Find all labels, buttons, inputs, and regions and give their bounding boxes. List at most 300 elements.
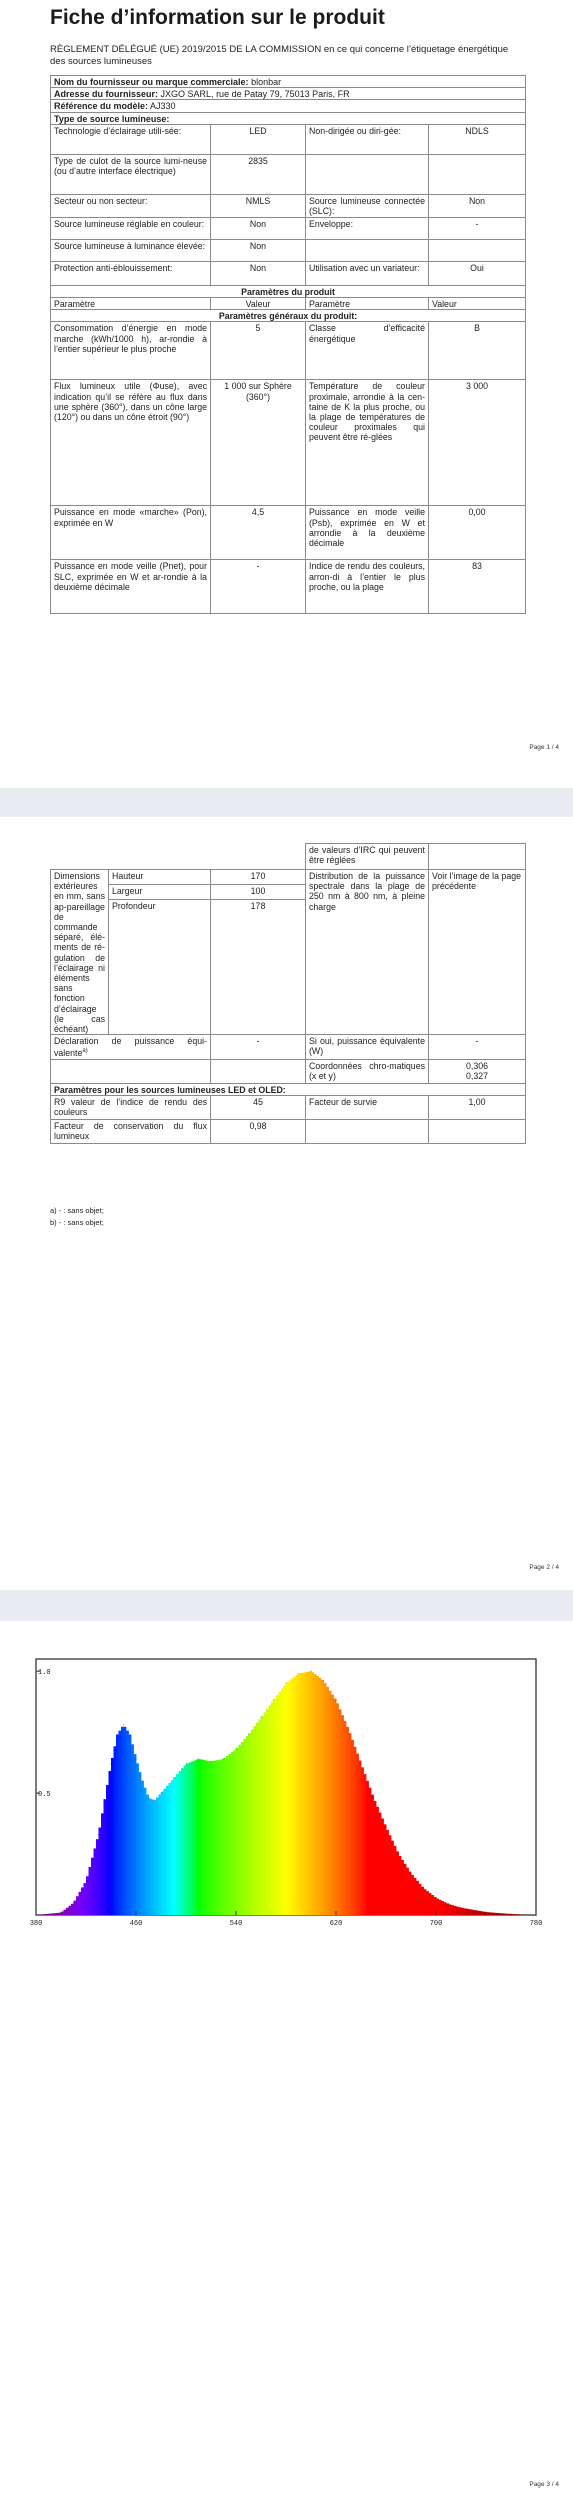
spectrum-band (449, 1904, 452, 1915)
spd-point (154, 1800, 156, 1802)
cell-value: 5 (211, 322, 306, 380)
document-title: Fiche d’information sur le produit (50, 6, 385, 29)
spd-point (373, 1797, 375, 1799)
spectrum-band (356, 1754, 359, 1915)
spd-point (260, 1717, 262, 1719)
spectrum-band (256, 1723, 259, 1915)
spd-point (448, 1903, 450, 1905)
cell-empty (306, 1119, 429, 1143)
dimensions-label: Dimensions extérieures en mm, sans ap-pareillage de commande séparé, élé-ments de ré-gulation de l’éclairage ni éléments sans fonction d’éclairage (le cas échéant) (51, 870, 109, 1035)
spectrum-band (156, 1797, 159, 1915)
cell-label: Source lumineuse à luminance élevée: (51, 239, 211, 261)
spectrum-band (496, 1913, 499, 1915)
cell-empty (51, 1059, 211, 1083)
spectrum-band (341, 1715, 344, 1915)
col-header-param: Paramètre (51, 298, 211, 310)
spd-point (348, 1729, 350, 1731)
spectrum-band (299, 1673, 302, 1915)
spectrum-band (126, 1731, 129, 1915)
x-tick-label: 620 (329, 1920, 343, 1928)
spectrum-band (471, 1910, 474, 1915)
cell-value: NMLS (211, 194, 306, 217)
spd-point (141, 1780, 143, 1782)
spd-point (435, 1897, 437, 1899)
cell-empty (306, 239, 429, 261)
spd-point (123, 1724, 125, 1726)
spectrum-band (516, 1914, 519, 1915)
page-2 (0, 817, 573, 1590)
depth-value: 178 (211, 900, 306, 1035)
spectrum-band (171, 1780, 174, 1915)
spd-point (98, 1834, 100, 1836)
x-tick-label: 380 (29, 1920, 43, 1928)
spectrum-band (301, 1673, 304, 1915)
spd-point (485, 1911, 487, 1913)
cell-label: Facteur de survie (306, 1095, 429, 1119)
footnote-b: b) - : sans objet; (50, 1218, 104, 1227)
spectrum-band (359, 1760, 362, 1915)
product-sheet-table-continued (50, 843, 526, 1144)
spd-point (235, 1748, 237, 1750)
spd-point (510, 1913, 512, 1915)
spectrum-band (306, 1672, 309, 1915)
spd-point (160, 1792, 162, 1794)
table-header-row (51, 298, 526, 310)
x-tick-label: 460 (129, 1920, 143, 1928)
cell-label: de valeurs d’IRC qui peuvent être réglées (306, 844, 429, 870)
spd-point (298, 1673, 300, 1675)
cell-label: Classe d’efficacité énergétique (306, 322, 429, 380)
spectrum-band (76, 1896, 79, 1915)
cell-label: Protection anti-éblouissement: (51, 261, 211, 285)
spectrum-band (121, 1727, 124, 1915)
spd-point (385, 1826, 387, 1828)
cell-label: Source lumineuse réglable en couleur: (51, 217, 211, 239)
spectrum-band (291, 1679, 294, 1916)
spectrum-band (224, 1758, 227, 1915)
spectrum-band (111, 1758, 114, 1915)
height-value: 170 (211, 870, 306, 885)
spectrum-band (166, 1786, 169, 1915)
spectrum-band (499, 1913, 502, 1915)
spectrum-band (261, 1716, 264, 1915)
spd-point (173, 1778, 175, 1780)
spectrum-band (96, 1839, 99, 1915)
general-params-title: Paramètres généraux du produit: (51, 310, 526, 322)
spectrum-band (461, 1908, 464, 1915)
spd-point (110, 1763, 112, 1765)
spectrum-band (456, 1907, 459, 1915)
spectrum-band (506, 1914, 509, 1915)
spectrum-band (274, 1699, 277, 1915)
spectrum-band (319, 1678, 322, 1915)
spectrum-band (229, 1754, 232, 1915)
spectrum-band (281, 1689, 284, 1916)
spectrum-band (379, 1813, 382, 1915)
col-header-value: Valeur (429, 298, 526, 310)
spectrum-band (466, 1909, 469, 1915)
spectrum-band (196, 1759, 199, 1915)
spectrum-band (254, 1726, 257, 1915)
spectrum-band (429, 1893, 432, 1915)
spectrum-band (169, 1783, 172, 1915)
spectrum-band (54, 1913, 57, 1915)
cell-label: Secteur ou non secteur: (51, 194, 211, 217)
spectrum-band (421, 1887, 424, 1915)
y-tick-label: 1.0 (38, 1669, 51, 1678)
regulation-text: RÈGLEMENT DÉLÉGUÉ (UE) 2019/2015 DE LA COMMISSION en ce qui concerne l’étiquetage énergétique des sources lumineuses (50, 44, 509, 67)
spd-point (198, 1758, 200, 1760)
spd-point (185, 1763, 187, 1765)
spectrum-band (324, 1683, 327, 1915)
spectrum-band (159, 1795, 162, 1915)
cell-value: 0,98 (211, 1119, 306, 1143)
spectrum-band (84, 1883, 87, 1915)
spectrum-band (179, 1771, 182, 1915)
spectrum-band (431, 1895, 434, 1915)
spectrum-band (409, 1872, 412, 1915)
spectrum-band (489, 1912, 492, 1915)
footnote-a: a) - : sans objet; (50, 1206, 104, 1215)
spectrum-band (249, 1733, 252, 1915)
cell-value: - (429, 217, 526, 239)
x-tick-label: 540 (229, 1920, 243, 1928)
spectrum-band (81, 1887, 84, 1915)
spectrum-band (211, 1761, 214, 1915)
spectrum-band (236, 1748, 239, 1915)
spectrum-band (86, 1876, 89, 1915)
spectrum-band (219, 1760, 222, 1915)
spectrum-band (334, 1699, 337, 1916)
depth-label: Profondeur (109, 900, 211, 1035)
spectrum-band (311, 1672, 314, 1915)
spectrum-band (239, 1745, 242, 1915)
spd-point (210, 1761, 212, 1763)
spectrum-band (241, 1742, 244, 1915)
cell-value: 0,00 (429, 506, 526, 560)
spectrum-band (99, 1827, 102, 1915)
spectrum-band (454, 1906, 457, 1915)
supplier-name-row: Nom du fournisseur ou marque commerciale: blonbar (51, 76, 526, 88)
spectrum-band (51, 1913, 54, 1915)
spectrum-band (149, 1798, 152, 1915)
spectrum-band (144, 1788, 147, 1915)
spectrum-band (321, 1680, 324, 1915)
spectrum-band (206, 1761, 209, 1915)
spectrum-band (269, 1706, 272, 1915)
spectrum-band (116, 1735, 119, 1915)
spd-point (323, 1680, 325, 1682)
spectrum-band (154, 1800, 157, 1915)
cell-value: Non (211, 261, 306, 285)
spectrum-band (189, 1762, 192, 1915)
cell-label: Puissance en mode veille (Pnet), pour SLC, exprimée en W et ar-rondie à la deuxième décimale (51, 560, 211, 614)
spectrum-band (479, 1911, 482, 1915)
spectrum-band (514, 1914, 517, 1915)
spectrum-band (266, 1709, 269, 1915)
spectrum-band (426, 1891, 429, 1915)
spd-point (285, 1683, 287, 1685)
cell-value: LED (211, 124, 306, 154)
spectrum-band (391, 1841, 394, 1915)
spectrum-band (309, 1671, 312, 1915)
spectrum-band (104, 1799, 107, 1915)
cell-value: - (211, 560, 306, 614)
cell-value: Non (429, 194, 526, 217)
spectrum-band (106, 1785, 109, 1915)
spectrum-band (79, 1892, 82, 1915)
spectrum-band (101, 1813, 104, 1915)
spectrum-band (344, 1721, 347, 1915)
spectrum-band (366, 1781, 369, 1915)
source-type-title: Type de source lumineuse: (51, 112, 526, 124)
spd-point (248, 1734, 250, 1736)
cell-value: - (211, 1035, 306, 1059)
spectrum-band (199, 1759, 202, 1915)
spectrum-band (389, 1835, 392, 1915)
model-row: Référence du modèle: AJ330 (51, 100, 526, 112)
spectrum-band (44, 1914, 47, 1915)
spectrum-band (89, 1867, 92, 1915)
spectrum-band (231, 1752, 234, 1915)
spectrum-band (109, 1771, 112, 1915)
spectrum-band (131, 1744, 134, 1915)
spectrum-band (124, 1727, 127, 1915)
spectrum-band (339, 1709, 342, 1915)
spectrum-band (346, 1727, 349, 1915)
spectrum-band (214, 1761, 217, 1915)
cell-label: Indice de rendu des couleurs, arron-di à l’entier le plus proche, ou la plage (306, 560, 429, 614)
spectrum-band (286, 1682, 289, 1915)
spectrum-band (244, 1739, 247, 1915)
product-sheet-table (50, 75, 526, 614)
spectrum-band (476, 1911, 479, 1915)
col-header-param: Paramètre (306, 298, 429, 310)
spectrum-band (501, 1913, 504, 1915)
spectrum-band (176, 1774, 179, 1915)
spectrum-band (201, 1760, 204, 1915)
spectrum-band (374, 1801, 377, 1915)
spectrum-band (174, 1777, 177, 1915)
spectrum-band (364, 1774, 367, 1915)
spectrum-band (441, 1901, 444, 1915)
page-number: Page 2 / 4 (529, 1564, 559, 1571)
spectrum-band (376, 1807, 379, 1915)
spectrum-band (66, 1908, 69, 1915)
spectrum-band (296, 1675, 299, 1915)
spectrum-band (91, 1858, 94, 1915)
spectrum-band (521, 1914, 524, 1915)
cell-empty (306, 154, 429, 194)
spectrum-band (271, 1702, 274, 1915)
cell-label: Puissance en mode veille (Psb), exprimée en W et arrondie à la deuxième décimale (306, 506, 429, 560)
cell-empty (429, 239, 526, 261)
cell-value: - (429, 1035, 526, 1059)
cell-value: 4,5 (211, 506, 306, 560)
cell-empty (429, 844, 526, 870)
cell-empty (429, 154, 526, 194)
cell-label: Source lumineuse connectée (SLC): (306, 194, 429, 217)
cell-empty (429, 1119, 526, 1143)
spectrum-band (351, 1740, 354, 1915)
spectrum-band (349, 1733, 352, 1915)
cell-label: Technologie d’éclairage utili-sée: (51, 124, 211, 154)
spectrum-band (191, 1761, 194, 1915)
cell-label: Enveloppe: (306, 217, 429, 239)
page-number: Page 3 / 4 (529, 2481, 559, 2488)
spd-point (73, 1902, 75, 1904)
spectrum-band (419, 1884, 422, 1915)
chroma-label: Coordonnées chro-matiques (x et y) (306, 1059, 429, 1083)
spd-label: Distribution de la puissance spectrale dans la plage de 250 nm à 800 nm, à pleine charge (306, 870, 429, 1035)
spectrum-band (276, 1695, 279, 1915)
cell-label: Si oui, puissance équivalente (W) (306, 1035, 429, 1059)
spectrum-band (41, 1914, 44, 1915)
cell-label: Facteur de conservation du flux lumineux (51, 1119, 211, 1143)
spectrum-band (394, 1846, 397, 1915)
spectrum-band (399, 1856, 402, 1915)
spectrum-band (354, 1747, 357, 1915)
cell-value: Oui (429, 261, 526, 285)
spectrum-band (221, 1759, 224, 1915)
spectral-distribution-chart (28, 1651, 548, 1934)
spd-value: Voir l’image de la page précédente (429, 870, 526, 1035)
equivalent-power-label: Déclaration de puissance équi-valente$^{a)}$ (51, 1035, 211, 1059)
spectrum-band (369, 1788, 372, 1915)
spectrum-band (491, 1913, 494, 1915)
spd-point (148, 1797, 150, 1799)
spectrum-band (464, 1908, 467, 1915)
spectrum-band (184, 1765, 187, 1915)
spectrum-band (186, 1763, 189, 1915)
spectrum-band (46, 1914, 49, 1915)
product-params-title: Paramètres du produit (51, 285, 526, 297)
cell-label: Consommation d’énergie en mode marche (kWh/1000 h), ar-rondie à l’entier supérieur le plus proche (51, 322, 211, 380)
spectrum-band (396, 1851, 399, 1915)
spectrum-band (444, 1902, 447, 1915)
spd-point (398, 1853, 400, 1855)
spectrum-band (251, 1729, 254, 1915)
spectrum-band (161, 1792, 164, 1915)
spectrum-band (494, 1913, 497, 1915)
page-1 (0, 0, 573, 788)
spd-point (310, 1670, 312, 1672)
spectrum-band (114, 1746, 117, 1915)
cell-value: 1,00 (429, 1095, 526, 1119)
cell-value: B (429, 322, 526, 380)
spd-point (460, 1907, 462, 1909)
spectrum-band (336, 1703, 339, 1915)
spd-point (223, 1758, 225, 1760)
spectrum-band (384, 1824, 387, 1915)
spectrum-band (284, 1685, 287, 1915)
chroma-values: 0,306 0,327 (429, 1059, 526, 1083)
spectrum-band (386, 1830, 389, 1915)
spectrum-band (246, 1736, 249, 1915)
spectrum-svg (28, 1651, 548, 1934)
spectrum-band (119, 1731, 122, 1915)
cell-value: 83 (429, 560, 526, 614)
cell-label: Non-dirigée ou diri-gée: (306, 124, 429, 154)
spectrum-band (439, 1900, 442, 1915)
cell-value: 1 000 sur Sphère (360°) (211, 380, 306, 506)
spectrum-band (264, 1712, 267, 1915)
spd-point (85, 1880, 87, 1882)
spectrum-band (414, 1878, 417, 1915)
spectrum-band (94, 1848, 97, 1915)
spectrum-band (519, 1914, 522, 1915)
x-tick-label: 780 (529, 1920, 543, 1928)
cell-value: NDLS (429, 124, 526, 154)
spectrum-band (504, 1914, 507, 1915)
cell-label: Température de couleur proximale, arrondie à la cen-taine de K la plus proche, ou la plage de températures de couleur proximales qui peuvent être ré-glées (306, 380, 429, 506)
cell-value: Non (211, 217, 306, 239)
spectrum-band (151, 1799, 154, 1915)
spectrum-band (164, 1789, 167, 1915)
led-params-title: Paramètres pour les sources lumineuses LED et OLED: (51, 1083, 526, 1095)
spectrum-band (329, 1691, 332, 1915)
cell-label: Utilisation avec un variateur: (306, 261, 429, 285)
cell-value: 3 000 (429, 380, 526, 506)
spectrum-band (216, 1760, 219, 1915)
spectrum-band (259, 1719, 262, 1915)
spectrum-band (314, 1674, 317, 1915)
spectrum-band (416, 1881, 419, 1915)
spectrum-band (226, 1756, 229, 1915)
spectrum-band (361, 1767, 364, 1915)
spectrum-band (474, 1910, 477, 1915)
height-label: Hauteur (109, 870, 211, 885)
cell-value: 45 (211, 1095, 306, 1119)
spectrum-band (134, 1754, 137, 1915)
spectrum-band (64, 1910, 67, 1915)
spd-point (335, 1700, 337, 1702)
spd-point (135, 1758, 137, 1760)
spectrum-band (146, 1795, 149, 1915)
spectrum-band (371, 1795, 374, 1915)
cell-label: Puissance en mode «marche» (Pon), exprimée en W (51, 506, 211, 560)
spectrum-band (316, 1676, 319, 1915)
spectrum-band (446, 1903, 449, 1915)
spectrum-band (49, 1914, 52, 1915)
supplier-address-row: Adresse du fournisseur: JXGO SARL, rue de Patay 79, 75013 Paris, FR (51, 88, 526, 100)
cell-label: R9 valeur de l’indice de rendu des couleurs (51, 1095, 211, 1119)
cell-label: Flux lumineux utile (Φuse), avec indication qu’il se réfère au flux dans une sphère (360°), dans un cône large (120°) ou dans un cône étroit (90°) (51, 380, 211, 506)
spd-point (116, 1734, 118, 1736)
spd-point (360, 1763, 362, 1765)
spectrum-band (181, 1768, 184, 1915)
page-number: Page 1 / 4 (529, 744, 559, 751)
cell-empty (211, 1059, 306, 1083)
spectrum-band (289, 1680, 292, 1915)
spectrum-band (424, 1889, 427, 1915)
spectrum-band (331, 1695, 334, 1915)
spectrum-band (401, 1860, 404, 1915)
spectrum-band (481, 1911, 484, 1915)
spectrum-band (136, 1763, 139, 1915)
spd-point (129, 1734, 131, 1736)
spectrum-band (411, 1875, 414, 1915)
spectrum-band (326, 1687, 329, 1915)
spectrum-band (404, 1864, 407, 1915)
spectrum-band (304, 1672, 307, 1915)
cell-label: Type de culot de la source lumi-neuse (ou d’autre interface électrique) (51, 154, 211, 194)
spectrum-band (234, 1750, 237, 1915)
spectrum-band (204, 1760, 207, 1915)
cell-value: Non (211, 239, 306, 261)
x-tick-label: 700 (429, 1920, 443, 1928)
spectrum-band (71, 1904, 74, 1915)
